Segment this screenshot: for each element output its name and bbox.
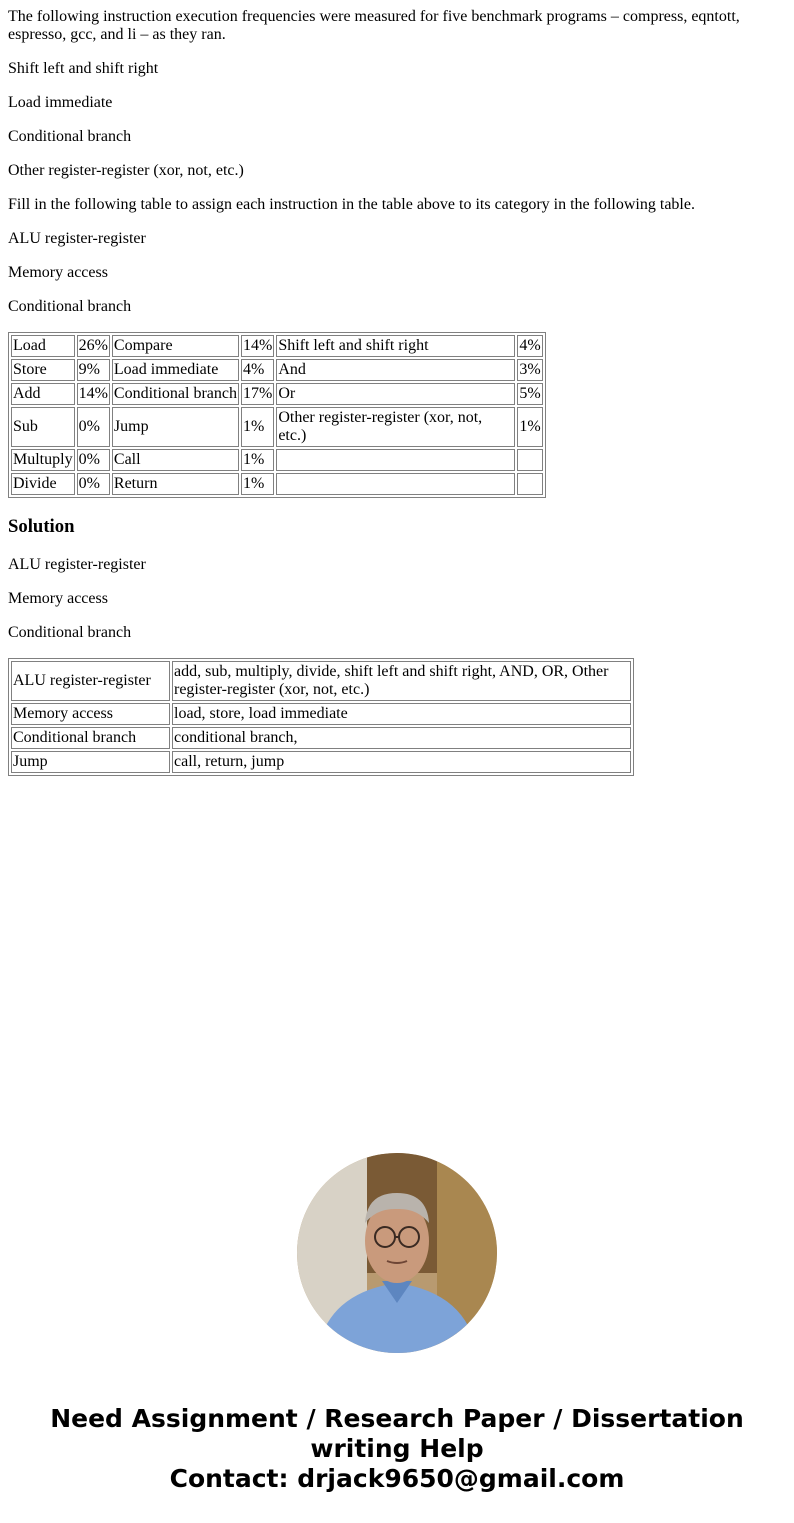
table-cell: Multuply	[11, 449, 75, 471]
table-cell: Jump	[11, 751, 170, 773]
frequency-table	[8, 332, 546, 498]
table-cell: Call	[112, 449, 239, 471]
line-other-register: Other register-register (xor, not, etc.)	[8, 162, 244, 179]
table-cell: 14%	[77, 383, 110, 405]
table-row	[11, 727, 631, 749]
table-cell: 5%	[517, 383, 542, 405]
table-row	[11, 449, 543, 471]
table-cell: Conditional branch	[112, 383, 239, 405]
table-cell: Divide	[11, 473, 75, 495]
table-cell: Other register-register (xor, not, etc.)	[276, 407, 515, 447]
table-cell: Jump	[112, 407, 239, 447]
table-cell: 1%	[241, 473, 274, 495]
line-conditional-branch: Conditional branch	[8, 128, 132, 145]
table-cell: 3%	[517, 359, 542, 381]
table-cell: 0%	[77, 407, 110, 447]
table-cell: call, return, jump	[172, 751, 631, 773]
table-cell: Compare	[112, 335, 239, 357]
table-cell: 1%	[241, 407, 274, 447]
table-cell: Store	[11, 359, 75, 381]
intro-paragraph: The following instruction execution frequencies were measured for five benchmark programs – compress, eqntott, espresso, gcc, and li – as they ran.	[8, 8, 740, 43]
table-row	[11, 383, 543, 405]
table-cell: Add	[11, 383, 75, 405]
table-cell: Shift left and shift right	[276, 335, 515, 357]
promo-banner	[0, 1404, 794, 1494]
promo-contact: Contact: drjack9650@gmail.com	[169, 1464, 625, 1493]
solution-table	[8, 658, 634, 776]
table-cell	[517, 473, 542, 495]
fill-instruction: Fill in the following table to assign each instruction in the table above to its category in the following table.	[8, 196, 695, 213]
solution-category-alu: ALU register-register	[8, 556, 146, 573]
table-cell: Load	[11, 335, 75, 357]
line-shift: Shift left and shift right	[8, 60, 159, 77]
table-cell: 1%	[517, 407, 542, 447]
table-cell: 14%	[241, 335, 274, 357]
table-cell: load, store, load immediate	[172, 703, 631, 725]
table-cell: Return	[112, 473, 239, 495]
table-cell: 17%	[241, 383, 274, 405]
table-cell: 1%	[241, 449, 274, 471]
table-cell: ALU register-register	[11, 661, 170, 701]
table-row	[11, 473, 543, 495]
table-cell	[517, 449, 542, 471]
solution-category-memory: Memory access	[8, 590, 108, 607]
table-cell: conditional branch,	[172, 727, 631, 749]
category-alu: ALU register-register	[8, 230, 146, 247]
table-cell: 4%	[241, 359, 274, 381]
solution-heading: Solution	[8, 516, 75, 537]
table-cell: 26%	[77, 335, 110, 357]
category-memory: Memory access	[8, 264, 108, 281]
promo-line-2: writing Help	[310, 1434, 484, 1463]
table-cell: add, sub, multiply, divide, shift left and shift right, AND, OR, Other register-register (xor, not, etc.)	[172, 661, 631, 701]
table-cell: 0%	[77, 473, 110, 495]
table-cell: 4%	[517, 335, 542, 357]
table-row	[11, 703, 631, 725]
table-cell: And	[276, 359, 515, 381]
avatar-photo-icon	[297, 1153, 497, 1353]
table-cell: Or	[276, 383, 515, 405]
avatar	[297, 1153, 497, 1353]
table-row	[11, 359, 543, 381]
table-cell	[276, 473, 515, 495]
table-row	[11, 335, 543, 357]
table-cell: Sub	[11, 407, 75, 447]
table-row	[11, 751, 631, 773]
promo-line-1: Need Assignment / Research Paper / Dissertation	[50, 1404, 744, 1433]
solution-category-branch: Conditional branch	[8, 624, 132, 641]
table-row	[11, 661, 631, 701]
table-cell: 0%	[77, 449, 110, 471]
table-cell: Load immediate	[112, 359, 239, 381]
table-row	[11, 407, 543, 447]
table-cell: Memory access	[11, 703, 170, 725]
table-cell	[276, 449, 515, 471]
category-branch: Conditional branch	[8, 298, 132, 315]
line-load-immediate: Load immediate	[8, 94, 113, 111]
table-cell: Conditional branch	[11, 727, 170, 749]
table-cell: 9%	[77, 359, 110, 381]
